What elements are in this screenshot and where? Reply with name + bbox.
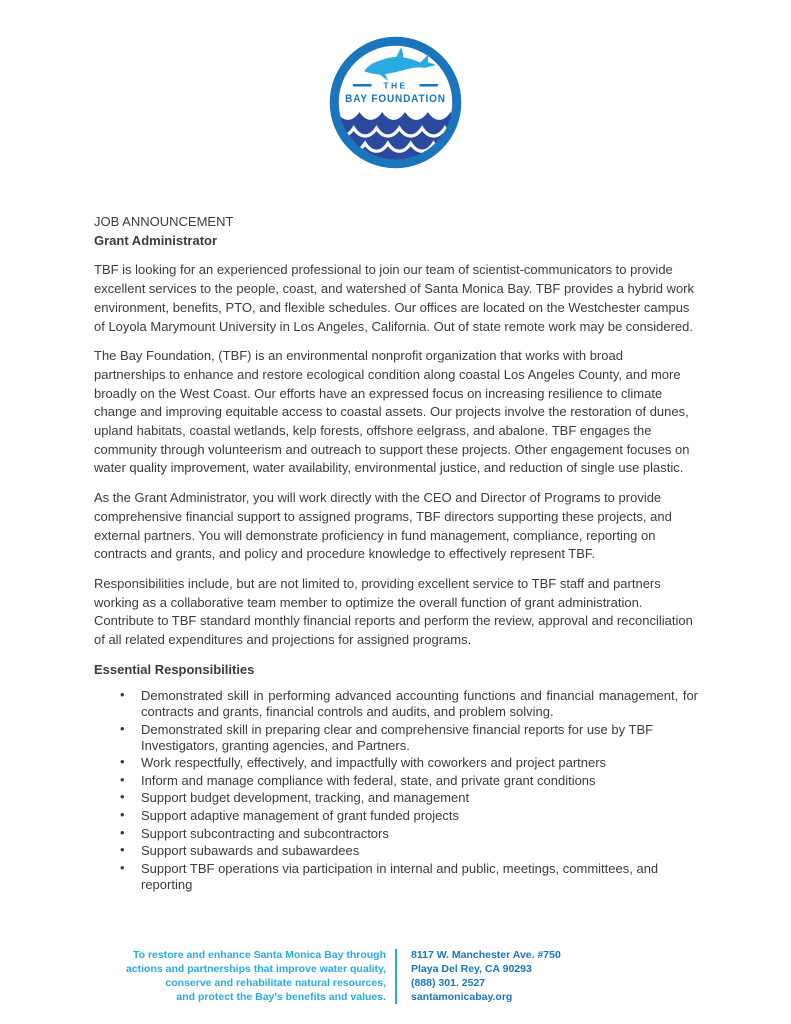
about-tbf-paragraph: The Bay Foundation, (TBF) is an environmental nonprofit organization that works with broad partnerships to enhance and restore ecological condition along coastal Los Angeles County, and more broadly on the West Coast. Our efforts have an expressed focus on increasing resilience to climate change and improving equitable access to coastal assets. Our projects involve the restoration of dunes, upland habitats, coastal wetlands, kelp forests, offshore eelgrass, and abalone. TBF engages the community through volunteerism and outreach to support these projects. Other engagement focuses on water quality improvement, water availability, environmental justice, and reduction of single use plastic. [94, 348, 690, 476]
website-link[interactable]: santamonicabay.org [411, 991, 513, 1003]
list-item-text: Support TBF operations via participation in internal and public, meetings, committees, and reporting [141, 860, 659, 892]
bullet-icon: • [120, 824, 125, 840]
doc-subtitle: Grant Administrator [94, 232, 218, 248]
list-item-text: Demonstrated skill in performing advanced accounting functions and financial management, for contracts and grants, financial controls and audits, and problem solving. [141, 688, 698, 720]
city-state-zip-line: Playa Del Rey, CA 90293 [411, 963, 532, 975]
left-dash-icon [353, 84, 372, 86]
list-item-text: Demonstrated skill in preparing clear and comprehensive financial reports for use by TBF Investigators, granting agencies, and Partners. [141, 721, 654, 753]
responsibilities-summary-paragraph: Responsibilities include, but are not limited to, providing excellent service to TBF staff and partners working as a collaborative team member to optimize the overall function of grant administration. Contribute to TBF standard monthly financial reports and perform the review, approval and reconciliation of all related expenditures and projections for assigned programs. [94, 575, 693, 648]
bullet-icon: • [120, 842, 125, 858]
responsibilities-list [94, 688, 698, 892]
bay-foundation-logo [329, 36, 462, 169]
list-item-text: Support subawards and subawardees [141, 843, 360, 859]
role-overview-paragraph: As the Grant Administrator, you will work directly with the CEO and Director of Programs to provide comprehensive financial support to assigned programs, TBF directors supporting these projects, and external partners. You will demonstrate proficiency in fund management, compliance, reporting on contracts and grants, and policy and procedure knowledge to effectively represent TBF. [94, 490, 672, 562]
bullet-icon: • [120, 754, 125, 770]
bullet-icon: • [120, 789, 125, 805]
bullet-icon: • [120, 807, 125, 823]
logo-the-label: THE [383, 80, 408, 91]
list-item-text: Support budget development, tracking, and management [141, 790, 470, 806]
list-item-text: Inform and manage compliance with federal, state, and private grant conditions [141, 772, 596, 788]
right-dash-icon [419, 84, 438, 86]
intro-paragraph: TBF is looking for an experienced professional to join our team of scientist-communicators to provide excellent services to the people, coast, and watershed of Santa Monica Bay. TBF provides a hybrid work environment, benefits, PTO, and flexible schedules. Our offices are located on the Westchester campus of Loyola Marymount University in Los Angeles, California. Out of state remote work may be considered. [94, 262, 694, 334]
mission-line: To restore and enhance Santa Monica Bay through [132, 949, 386, 961]
bullet-icon: • [120, 687, 125, 703]
list-item [94, 688, 698, 720]
list-item [94, 755, 698, 771]
phone-line: (888) 301. 2527 [411, 977, 486, 989]
page-footer [94, 948, 698, 1004]
list-item [94, 843, 698, 859]
bullet-icon: • [120, 859, 125, 875]
bullet-icon: • [120, 720, 125, 736]
list-item-text: Support subcontracting and subcontractors [141, 825, 389, 841]
essential-responsibilities-heading: Essential Responsibilities [94, 661, 255, 677]
list-item-text: Support adaptive management of grant funded projects [141, 808, 459, 824]
mission-line: conserve and rehabilitate natural resources, [165, 977, 386, 989]
contact-block [411, 948, 561, 1004]
document-body [94, 213, 698, 894]
doc-title: JOB ANNOUNCEMENT [94, 214, 234, 229]
street-address-line: 8117 W. Manchester Ave. #750 [411, 949, 561, 961]
list-item [94, 773, 698, 789]
list-item [94, 826, 698, 842]
footer-divider [395, 949, 397, 1004]
mission-line: actions and partnerships that improve water quality, [125, 963, 386, 975]
bullet-icon: • [120, 771, 125, 787]
mission-line: and protect the Bay's benefits and values. [176, 991, 386, 1003]
list-item [94, 808, 698, 824]
list-item [94, 722, 698, 754]
mission-statement [94, 948, 386, 1004]
list-item-text: Work respectfully, effectively, and impactfully with coworkers and project partners [141, 755, 607, 771]
list-item [94, 861, 698, 893]
logo-name-label: BAY FOUNDATION [345, 93, 446, 106]
list-item [94, 790, 698, 806]
